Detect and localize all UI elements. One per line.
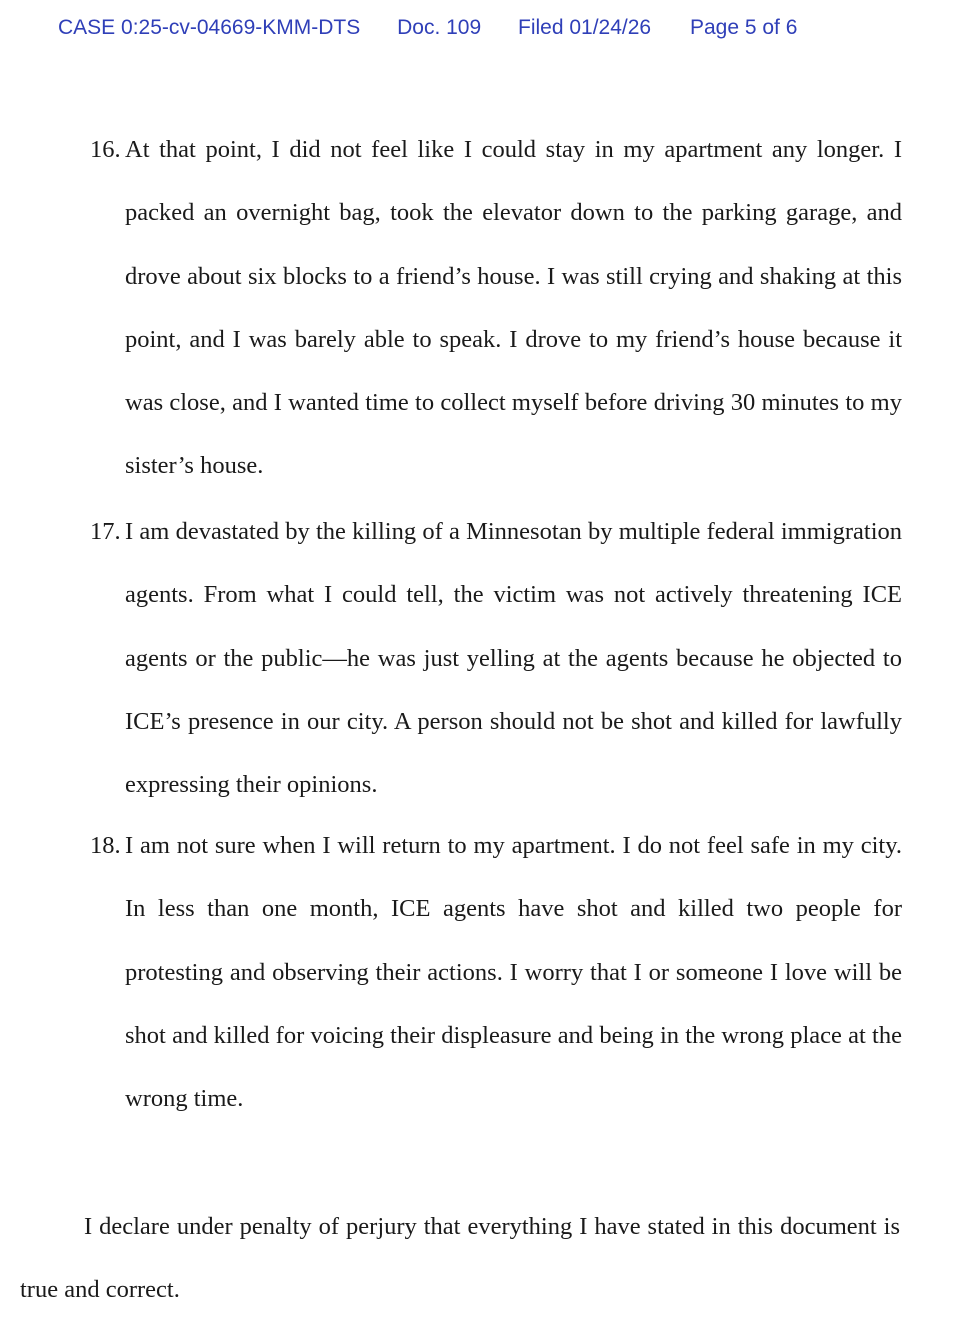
paragraph-number: 18. [90, 832, 121, 859]
paragraph-16 [90, 118, 902, 498]
paragraph-number: 16. [90, 136, 121, 163]
case-number: CASE 0:25-cv-04669-KMM-DTS [58, 16, 361, 39]
paragraph-text: I am not sure when I will return to my apartment. I do not feel safe in my city. In less than one month, ICE agents have shot and killed two people for protesting and observing their actions. I worry that I or someone I love will be shot and killed for voicing their displeasure and being in the wrong place at the wrong time. [125, 832, 902, 1113]
page-indicator: Page 5 of 6 [689, 16, 798, 39]
paragraph-17 [90, 500, 902, 816]
case-header [58, 16, 797, 40]
document-number: Doc. 109 [397, 16, 482, 39]
paragraph-18 [90, 814, 902, 1130]
paragraph-number: 17. [90, 518, 121, 545]
filed-date: Filed 01/24/26 [518, 16, 652, 39]
perjury-declaration: I declare under penalty of perjury that everything I have stated in this document is true and correct. [20, 1213, 900, 1303]
paragraph-text: At that point, I did not feel like I could stay in my apartment any longer. I packed an overnight bag, took the elevator down to the parking garage, and drove about six blocks to a friend’s house. I was still crying and shaking at this point, and I was barely able to speak. I drove to my friend’s house because it was close, and I wanted time to collect myself before driving 30 minutes to my sister’s house. [125, 136, 902, 480]
paragraph-text: I am devastated by the killing of a Minnesotan by multiple federal immigration agents. From what I could tell, the victim was not actively threatening ICE agents or the public—he was just yelling at the agents because he objected to ICE’s presence in our city. A person should not be shot and killed for lawfully expressing their opinions. [125, 518, 902, 799]
